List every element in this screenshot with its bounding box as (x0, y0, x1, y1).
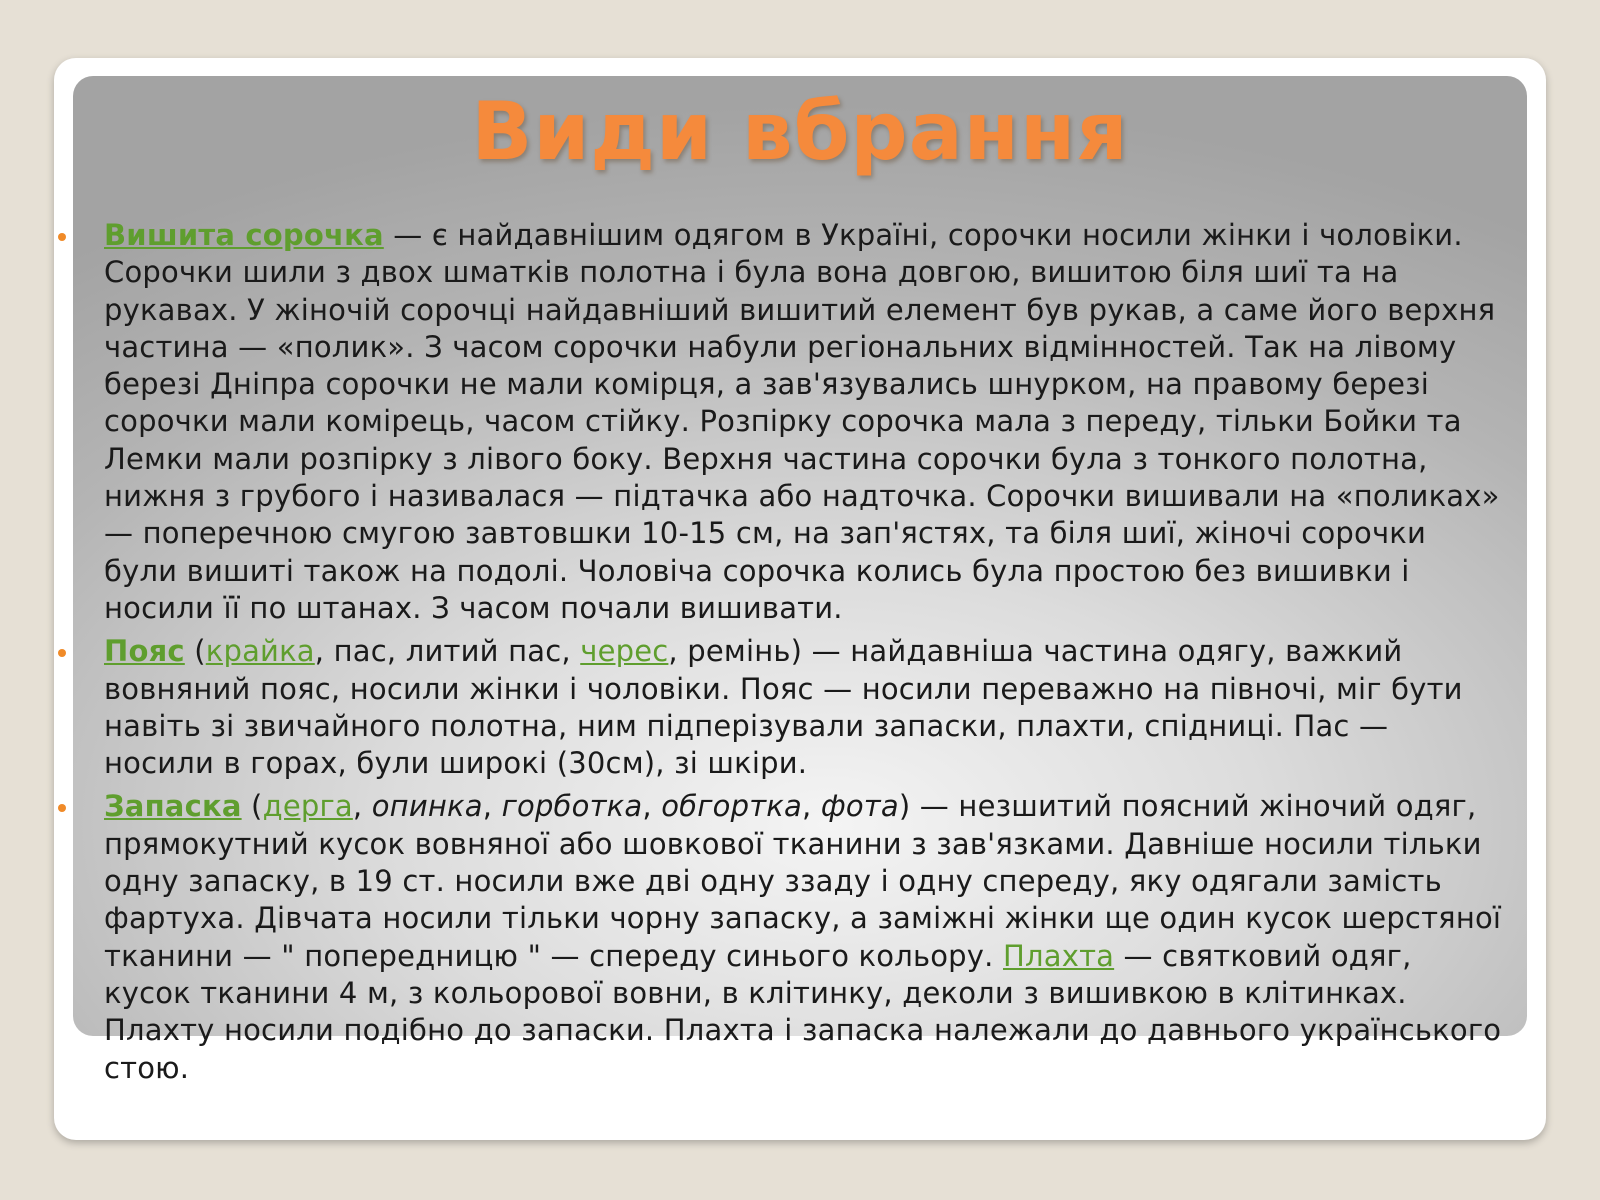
link-cheres[interactable]: черес (580, 634, 669, 669)
bullet-text: ) — незшитий поясний жіночий одяг, прямокутний кусок вовняної або шовкової тканини з зав'язками. Давніше носили тільки одну запаску, в 19 ст. носили вже дві одну ззаду і одну спереду, яку одягали замість фартуха. Дівчата носили тільки чорну запаску, а заміжні жінки ще один кусок шерстяної тканини — " попередницю " — спереду синього кольору. (104, 789, 1502, 973)
bullet-text: , ремінь) — найдавніша частина одягу, важкий вовняний пояс, носили жінки і чоловіки. Пояс — носили переважно на півночі, міг бути навіть зі звичайного полотна, ним підперізували запаски, плахти, спідниці. Пас — носили в горах, були широкі (30см), зі шкіри. (104, 634, 1463, 781)
link-plakhta[interactable]: Плахта (1003, 938, 1115, 973)
slide-content (104, 217, 1504, 1093)
bullet-text: ( (184, 634, 206, 669)
link-krayka[interactable]: крайка (205, 634, 315, 669)
bullet-item-zapaska (104, 788, 1504, 1086)
bullet-text: — є найдавнішим одягом в Україні, сорочки носили жінки і чоловіки. Сорочки шили з двох шматків полотна і була вона довгою, вишитою біля шиї та на рукавах. У жіночій сорочці найдавніший вишитий елемент був рукав, а саме його верхня частина — «полик». З часом сорочки набули регіональних відмінностей. Так на лівому березі Дніпра сорочки не мали комірця, а зав'язувались шнурком, на правому березі сорочки мали комірець, часом стійку. Розпірку сорочка мала з переду, тільки Бойки та Лемки мали розпірку з лівого боку. Верхня частина сорочки була з тонкого полотна, нижня з грубого і називалася — підтачка або надточка. Сорочки вишивали на «поликах» — поперечною смугою завтовшки 10-15 см, на зап'ястях, та біля шиї, жіночі сорочки були вишиті також на подолі. Чоловіча сорочка колись була простою без вишивки і носили її по штанах. З часом почали вишивати. (104, 218, 1500, 625)
bullet-text: ( (241, 789, 263, 824)
bullet-text: , (642, 789, 662, 824)
bullet-text: , пас, литий пас, (314, 634, 581, 669)
link-zapaska[interactable]: Запаска (104, 789, 242, 824)
italic-term-fota: фота (820, 789, 899, 824)
bullet-item-poyas (104, 633, 1504, 782)
link-derha[interactable]: дерга (262, 789, 353, 824)
bullet-text: — святковий одяг, кусок тканини 4 м, з кольорової вовни, в клітинку, деколи з вишивкою в клітинках. Плахту носили подібно до запаски. Плахта і запаска належали до давнього українського стою. (104, 938, 1502, 1085)
link-vyshyta-sorochka[interactable]: Вишита сорочка (104, 218, 384, 252)
bullet-item-vyshyta-sorochka (104, 217, 1504, 627)
bullet-text: , (802, 789, 821, 824)
bullet-text: , (482, 789, 502, 824)
italic-term-opynka: опинка (371, 789, 483, 824)
link-poyas[interactable]: Пояс (104, 634, 185, 669)
bullet-dot-icon (58, 233, 66, 241)
bullet-text: , (352, 789, 372, 824)
italic-term-obhortka: обгортка (661, 789, 802, 824)
slide-title: Види вбрання (471, 85, 1129, 178)
italic-term-horbotka: горботка (501, 789, 643, 824)
